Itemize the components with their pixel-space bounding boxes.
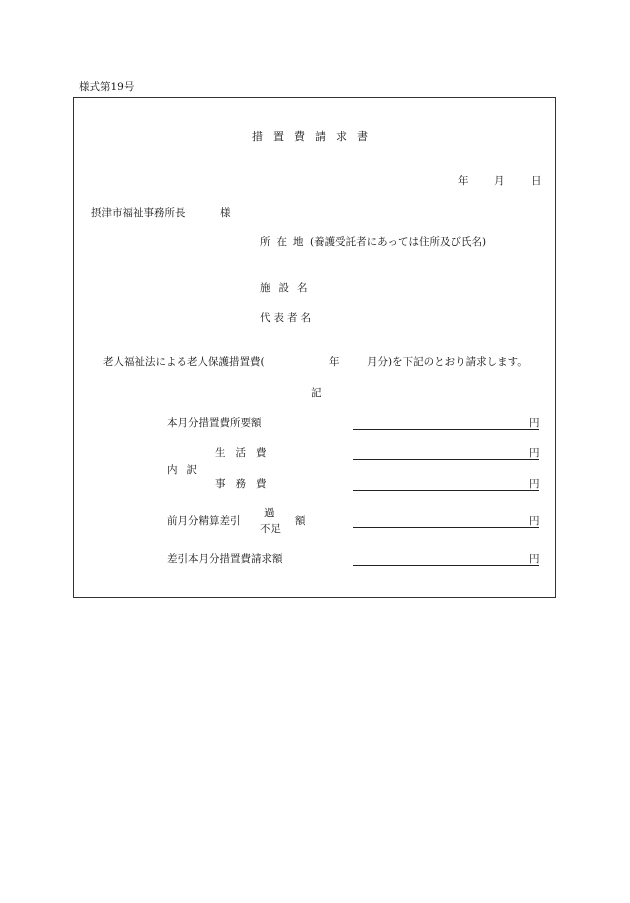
required-amount-currency: 円	[529, 417, 540, 429]
adjustment-prefix-label: 前月分精算差引	[167, 515, 241, 527]
breakdown-label: 内訳	[167, 464, 206, 476]
form-frame	[73, 97, 556, 598]
facility-name-label: 施設名	[260, 282, 316, 294]
adjustment-amount-suffix: 額	[295, 515, 306, 527]
statement-suffix: 月分)を下記のとおり請求します。	[367, 356, 528, 368]
living-cost-line	[353, 459, 539, 460]
required-amount-line	[353, 429, 539, 430]
adjustment-line	[353, 527, 539, 528]
date-day-label: 日	[531, 175, 542, 187]
admin-cost-line	[353, 490, 539, 491]
statement-prefix: 老人福祉法による老人保護措置費(	[103, 356, 265, 368]
date-month-label: 月	[494, 175, 505, 187]
addressee-office: 摂津市福祉事務所長	[91, 207, 186, 219]
addressee-honorific: 様	[220, 207, 231, 219]
admin-cost-currency: 円	[529, 478, 540, 490]
living-cost-currency: 円	[529, 447, 540, 459]
form-number: 様式第19号	[79, 81, 135, 93]
admin-cost-label: 事務費	[215, 478, 277, 490]
statement-year: 年	[329, 356, 340, 368]
required-amount-label: 本月分措置費所要額	[167, 417, 262, 429]
shortage-label: 不足	[260, 523, 281, 535]
address-label: 所在地	[260, 236, 310, 248]
address-note: (養護受託者にあっては住所及び氏名)	[310, 236, 487, 248]
representative-label: 代表者名	[260, 312, 314, 324]
adjustment-currency: 円	[529, 515, 540, 527]
claim-amount-line	[353, 565, 539, 566]
claim-amount-label: 差引本月分措置費請求額	[167, 553, 283, 565]
claim-amount-currency: 円	[529, 553, 540, 565]
date-year-label: 年	[458, 175, 469, 187]
ki-label: 記	[311, 387, 322, 399]
living-cost-label: 生活費	[215, 447, 277, 459]
excess-label: 過	[264, 507, 275, 519]
form-title: 措置費請求書	[252, 130, 378, 143]
